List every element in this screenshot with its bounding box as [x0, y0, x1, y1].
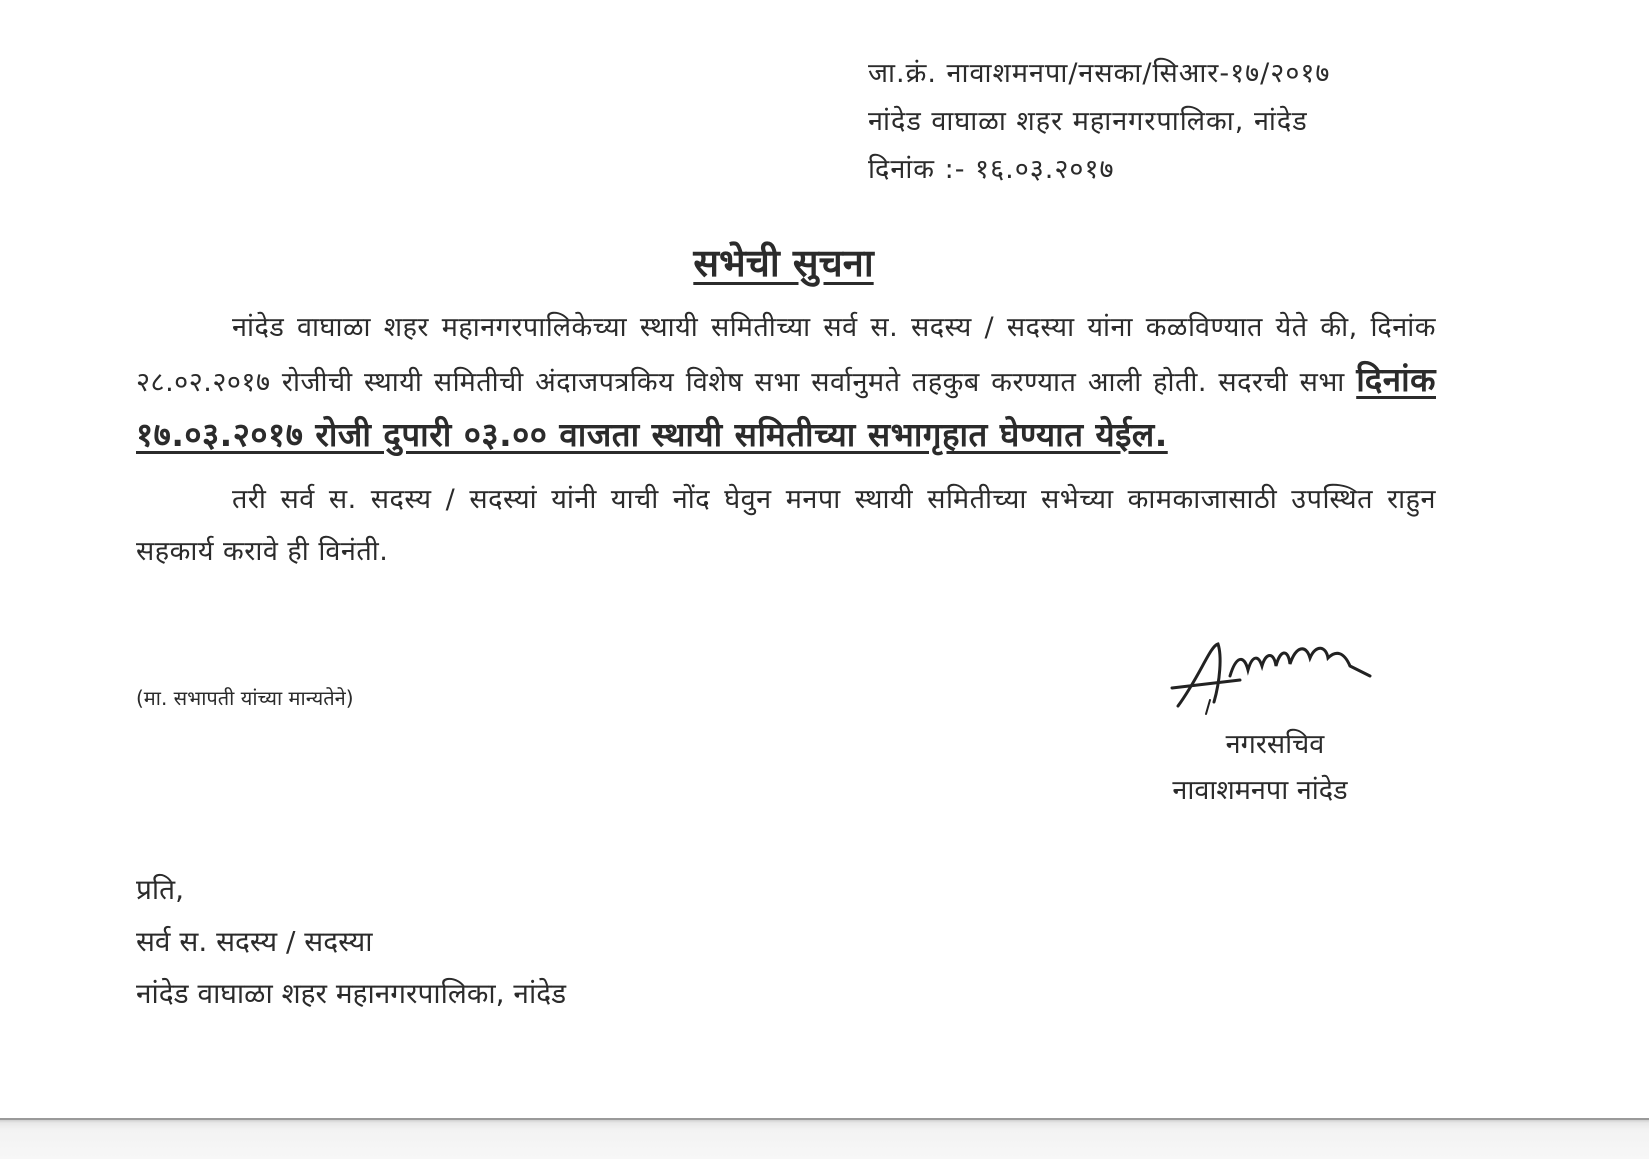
office-name: नांदेड वाघाळा शहर महानगरपालिका, नांदेड [868, 106, 1308, 137]
reference-number: जा.क्रं. नावाशमनपा/नसका/सिआर-१७/२०१७ [868, 58, 1331, 89]
recipient-line-1: सर्व स. सदस्य / सदस्या [136, 925, 373, 958]
paper-bottom-edge [0, 1118, 1649, 1159]
signatory-block [1110, 722, 1410, 814]
meeting-details-emphasis: दिनांक १७.०३.२०१७ रोजी दुपारी ०३.०० वाजता स्थायी समितीच्या सभागृहात घेण्यात येईल. [136, 360, 1436, 454]
paragraph-1 [136, 302, 1436, 464]
approval-note: (मा. सभापती यांच्या मान्यतेने) [136, 686, 354, 710]
recipient-label: प्रति, [136, 873, 185, 906]
handwritten-signature [1170, 636, 1390, 716]
letter-header [868, 50, 1568, 194]
recipient-block [136, 864, 566, 1020]
recipient-line-2: नांदेड वाघाळा शहर महानगरपालिका, नांदेड [136, 977, 567, 1010]
notice-title: सभेची सुचना [693, 241, 874, 285]
paragraph-1-text: नांदेड वाघाळा शहर महानगरपालिकेच्या स्थायी समितीच्या सर्व स. सदस्य / सदस्या यांना कळविण्यात येते की, दिनांक २८.०२.२०१७ रोजीची स्थायी समितीची अंदाजपत्रकिय विशेष सभा सर्वानुमते तहकुब करण्यात आली होती. सदरची सभा [136, 312, 1436, 398]
letter-date: दिनांक :- १६.०३.२०१७ [868, 154, 1115, 185]
paragraph-2: तरी सर्व स. सदस्य / सदस्यां यांनी याची नोंद घेवुन मनपा स्थायी समितीच्या सभेच्या कामकाजासाठी उपस्थित राहुन सहकार्य करावे ही विनंती. [136, 484, 1436, 567]
signatory-office: नावाशमनपा नांदेड [1172, 775, 1348, 806]
notice-body [136, 302, 1436, 578]
signatory-title: नगरसचिव [1225, 729, 1325, 760]
